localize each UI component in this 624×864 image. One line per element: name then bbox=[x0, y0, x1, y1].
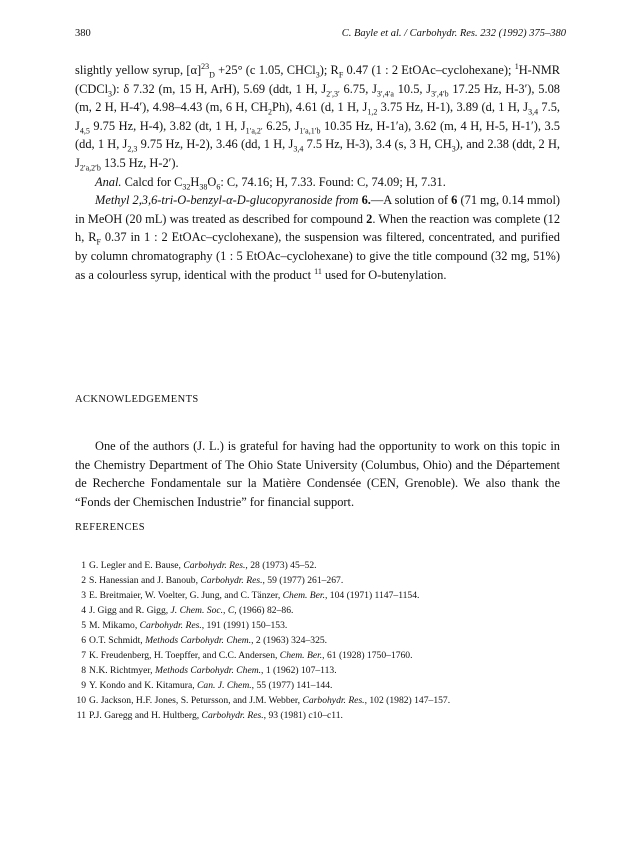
reference-journal: Can. J. Chem. bbox=[197, 680, 252, 691]
reference-number: 6 bbox=[81, 635, 86, 646]
reference-authors: N.K. Richtmyer, bbox=[89, 665, 155, 676]
reference-number: 9 bbox=[81, 680, 86, 691]
reference-authors: Y. Kondo and K. Kitamura, bbox=[89, 680, 198, 691]
reference-details: , 28 (1973) 45–52. bbox=[245, 560, 317, 571]
reference-details: , 93 (1981) c10–c11. bbox=[263, 710, 343, 721]
reference-number: 8 bbox=[81, 665, 86, 676]
reference-details: , 61 (1928) 1750–1760. bbox=[322, 650, 413, 661]
reference-journal: Carbohydr. Res. bbox=[302, 695, 365, 706]
reference-number: 10 bbox=[76, 695, 86, 706]
reference-details: , 2 (1963) 324–325. bbox=[251, 635, 328, 646]
reference-details: , 191 (1991) 150–153. bbox=[201, 620, 288, 631]
reference-number: 1 bbox=[81, 560, 86, 571]
reference-list bbox=[75, 558, 560, 723]
reference-journal: J. Chem. Soc., C, bbox=[170, 605, 237, 616]
reference-authors: O.T. Schmidt, bbox=[89, 635, 146, 646]
reference-journal: Chem. Ber. bbox=[282, 590, 325, 601]
experimental-text bbox=[75, 61, 560, 284]
reference-number: 2 bbox=[81, 575, 86, 586]
reference-item bbox=[75, 558, 560, 573]
reference-item bbox=[75, 678, 560, 693]
reference-details: , 104 (1971) 1147–1154. bbox=[325, 590, 420, 601]
reference-item bbox=[75, 603, 560, 618]
reference-authors: S. Hanessian and J. Banoub, bbox=[89, 575, 201, 586]
reference-details: , 59 (1977) 261–267. bbox=[262, 575, 344, 586]
reference-journal: Methods Carbohydr. Chem. bbox=[145, 635, 252, 646]
reference-number: 3 bbox=[81, 590, 86, 601]
reference-item bbox=[75, 573, 560, 588]
reference-authors: M. Mikamo, bbox=[89, 620, 140, 631]
reference-item bbox=[75, 693, 560, 708]
reference-journal: Chem. Ber. bbox=[279, 650, 323, 661]
reference-authors: G. Legler and E. Bause, bbox=[89, 560, 184, 571]
reference-item bbox=[75, 618, 560, 633]
reference-item bbox=[75, 663, 560, 678]
reference-number: 11 bbox=[76, 710, 86, 721]
reference-item bbox=[75, 648, 560, 663]
reference-authors: P.J. Garegg and H. Hultberg, bbox=[89, 710, 202, 721]
reference-number: 7 bbox=[81, 650, 86, 661]
acknowledgements-heading: ACKNOWLEDGEMENTS bbox=[75, 394, 199, 405]
page-header bbox=[75, 28, 566, 44]
reference-item bbox=[75, 633, 560, 648]
reference-journal: Carbohydr. Res. bbox=[183, 560, 246, 571]
reference-authors: G. Jackson, H.F. Jones, S. Petursson, and J.M. Webber, bbox=[89, 695, 303, 706]
reference-details: , 102 (1982) 147–157. bbox=[364, 695, 451, 706]
reference-authors: J. Gigg and R. Gigg, bbox=[89, 605, 171, 616]
acknowledgements-text: One of the authors (J. L.) is grateful for having had the opportunity to work on this topic in the Chemistry Department of The Ohio State University (Columbus, Ohio) and the Département de Recherche Fondamentale sur la Matière Condensée (CEN, Grenoble). We also thank the “Fonds der Chemischen Industrie” for financial support. bbox=[75, 439, 560, 509]
reference-journal: Methods Carbohydr. Chem. bbox=[154, 665, 262, 676]
reference-journal: Carbohydr. Res. bbox=[201, 710, 264, 721]
reference-item bbox=[75, 708, 560, 723]
reference-journal: Carbohydr. Res. bbox=[139, 620, 202, 631]
methyl-glucoside-paragraph: Methyl 2,3,6-tri-O-benzyl-α-D-glucopyranoside from 6.—A solution of 6 (71 mg, 0.14 mmol) in MeOH (20 mL) was treated as described for compound 2. When the reaction was complete (12 h, $R_F$ 0.37 in 1 : 2 EtOAc–cyclohexane), the suspension was filtered, concentrated, and purified by column chromatography (1 : 5 EtOAc–cyclohexane) to give the title compound (32 mg, 51%) as a colourless syrup, identical with the product $^{11}$ used for O-butenylation. bbox=[75, 193, 561, 282]
running-head: C. Bayle et al. / Carbohydr. Res. 232 (1992) 375–380 bbox=[341, 28, 566, 39]
reference-details: (1966) 82–86. bbox=[236, 605, 294, 616]
reference-number: 4 bbox=[81, 605, 86, 616]
reference-item bbox=[75, 588, 560, 603]
reference-number: 5 bbox=[81, 620, 86, 631]
reference-authors: E. Breitmaier, W. Voelter, G. Jung, and C. Tänzer, bbox=[89, 590, 283, 601]
reference-journal: Carbohydr. Res. bbox=[200, 575, 263, 586]
reference-authors: K. Freudenberg, H. Toepffer, and C.C. Andersen, bbox=[89, 650, 280, 661]
reference-details: , 1 (1962) 107–113. bbox=[261, 665, 337, 676]
reference-details: , 55 (1977) 141–144. bbox=[251, 680, 333, 691]
page-number: 380 bbox=[75, 28, 91, 39]
references-heading: REFERENCES bbox=[75, 522, 145, 533]
elemental-analysis: Anal. Calcd for $C_{32}H_{38}O_6$: C, 74.16; H, 7.33. Found: C, 74.09; H, 7.31. bbox=[95, 174, 446, 192]
compound-data-paragraph: slightly yellow syrup, $[\alpha]^{23}_D +25^\circ$ (c 1.05, CHCl$_3$); $R_F$ 0.47 (1 : 2 EtOAc–cyclohexane); $^1$H-NMR (CDCl$_3$): δ 7.32 (m, 15 H, ArH), 5.69 (ddt, 1 H, $J_{2',3'}$ 6.75, $J_{3',4'a}$ 10.5, $J_{3',4'b}$ 17.25 Hz, H-3′), 5.08 (m, 2 H, H-4′), 4.98–4.43 (m, 6 H, $CH_2Ph$), 4.61 (d, 1 H, $J_{1,2}$ 3.75 Hz, H-1), 3.89 (d, 1 H, $J_{3,4}$ 7.5, $J_{4,5}$ 9.75 Hz, H-4), 3.82 (dt, 1 H, $J_{1'a,2'}$ 6.25, $J_{1'a,1'b}$ 10.35 Hz, H-1′a), 3.62 (m, 4 H, H-5, H-1′), 3.5 (dd, 1 H, $J_{2,3}$ 9.75 Hz, H-2), 3.46 (dd, 1 H, $J_{3,4}$ 7.5 Hz, H-3), 3.4 (s, 3 H, $CH_3$), and 2.38 (ddt, 2 H, $J_{2'a,2'b}$ 13.5 Hz, H-2′). bbox=[75, 61, 561, 173]
